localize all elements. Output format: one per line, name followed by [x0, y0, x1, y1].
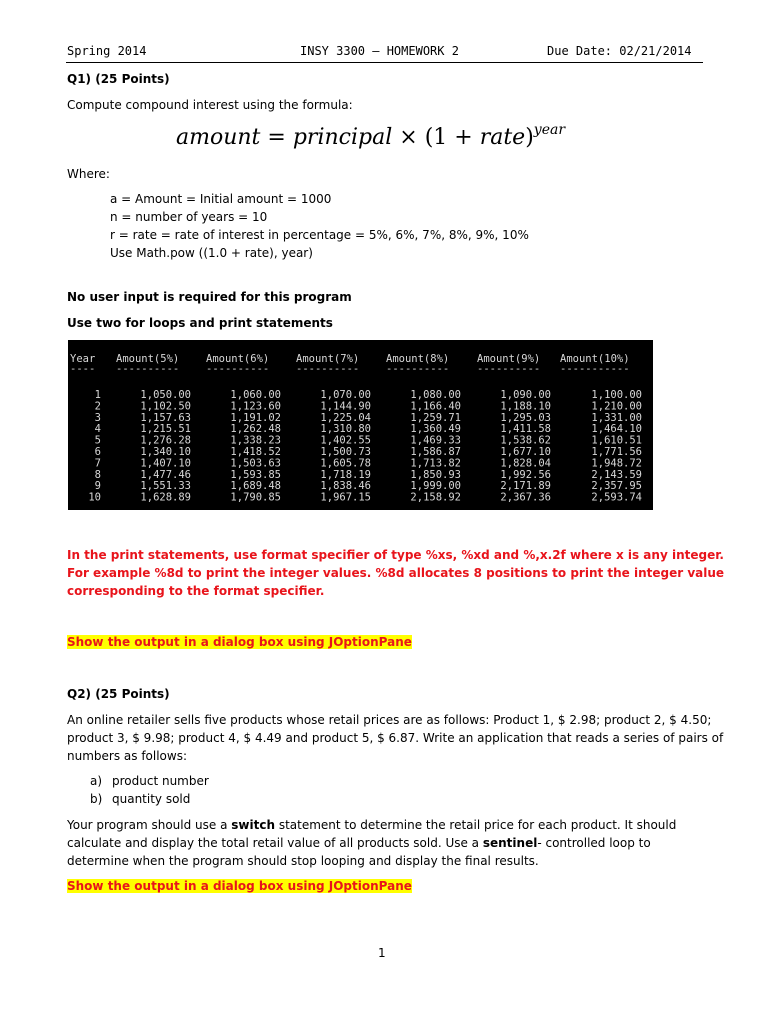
console-table-cell: 1,605.78	[320, 457, 371, 470]
console-table-cell: 1,262.48	[230, 423, 281, 436]
console-column-header: Amount(6%)	[206, 353, 270, 365]
console-table-cell: 1,166.40	[410, 400, 461, 413]
q2-description-text: - controlled loop to determine when the program should stop looping and display the final results.	[67, 836, 651, 868]
q1-intro: Compute compound interest using the formula:	[67, 98, 353, 112]
console-table-cell: 1,500.73	[320, 446, 371, 458]
console-header-underline: ----------	[206, 363, 270, 375]
console-table-cell: 1,771.56	[591, 446, 642, 458]
console-table-cell: 1,340.10	[140, 446, 191, 458]
console-table-cell: 8	[94, 468, 101, 481]
format-note-line: corresponding to the format specifier.	[67, 584, 325, 598]
console-column-header: Amount(10%)	[560, 353, 630, 365]
q1-title: Q1) (25 Points)	[67, 72, 170, 86]
console-table-cell: 1,538.62	[500, 434, 551, 447]
console-table-cell: 1,407.10	[140, 457, 191, 470]
console-table-cell: 1,418.52	[230, 446, 281, 458]
console-table-cell: 1,191.02	[230, 411, 281, 424]
console-table-cell: 1,464.10	[591, 423, 642, 436]
console-table-cell: 1,102.50	[140, 400, 191, 413]
console-table-cell: 1,402.55	[320, 434, 371, 447]
console-table-cell: 1,080.00	[410, 389, 461, 401]
q2-input-list	[90, 772, 209, 808]
console-column-header: Amount(7%)	[296, 353, 360, 365]
q1-dialog-note-row	[67, 633, 412, 651]
console-header-underline: ----------	[296, 363, 360, 375]
formula-equals: =	[267, 125, 286, 150]
console-table-cell: 1,070.00	[320, 389, 371, 401]
formula-principal: principal	[292, 125, 393, 150]
console-table-cell: 1,850.93	[410, 468, 461, 481]
where-item: Use Math.pow ((1.0 + rate), year)	[110, 246, 313, 260]
where-item: n = number of years = 10	[110, 210, 268, 224]
console-table-cell: 1,123.60	[230, 400, 281, 413]
formula-exponent: year	[533, 122, 566, 138]
console-column-header: Amount(9%)	[477, 353, 541, 365]
console-table-cell: 9	[94, 480, 101, 493]
header-due-date: Due Date: 02/21/2014	[547, 44, 692, 58]
console-table-cell: 1,331.00	[591, 411, 642, 424]
list-item	[90, 772, 209, 790]
list-marker: b)	[90, 792, 103, 806]
list-marker: a)	[90, 774, 103, 788]
where-item: r = rate = rate of interest in percentage = 5%, 6%, 7%, 8%, 9%, 10%	[110, 228, 529, 242]
q1-dialog-note: Show the output in a dialog box using JOptionPane	[67, 635, 412, 649]
console-table-cell: 2,143.59	[591, 468, 642, 481]
header-course-title: INSY 3300 – HOMEWORK 2	[300, 44, 459, 58]
console-table-cell: 6	[94, 446, 101, 458]
formula-open: (1 +	[424, 125, 480, 150]
formula-rate: rate	[479, 125, 526, 150]
q2-intro-line: product 3, $ 9.98; product 4, $ 4.49 and product 5, $ 6.87. Write an application that reads a series of pairs of	[67, 731, 724, 745]
where-item: a = Amount = Initial amount = 1000	[110, 192, 332, 206]
q2-intro-line: An online retailer sells five products whose retail prices are as follows: Product 1, $ 2.98; product 2, $ 4.50;	[67, 713, 712, 727]
console-table-cell: 1,295.03	[500, 411, 551, 424]
page-number: 1	[378, 946, 386, 960]
console-table-cell: 2	[94, 400, 101, 413]
q2-description-text: Your program should use a	[67, 818, 232, 832]
no-input-note: No user input is required for this program	[67, 290, 352, 304]
console-table-cell: 1,718.19	[320, 468, 371, 481]
console-table-cell: 10	[88, 491, 101, 504]
console-header-underline: ----------	[477, 363, 541, 375]
format-note-line: In the print statements, use format specifier of type %xs, %xd and %,x.2f where x is any integer.	[67, 548, 724, 562]
console-column-header: Amount(5%)	[116, 353, 180, 365]
console-table-cell: 2,171.89	[500, 480, 551, 493]
console-column-header: Amount(8%)	[386, 353, 450, 365]
console-table-cell: 2,593.74	[591, 491, 642, 504]
loops-note: Use two for loops and print statements	[67, 316, 333, 330]
q2-dialog-note-row	[67, 877, 412, 895]
keyword-switch: switch	[231, 818, 275, 832]
console-table-cell: 1	[94, 389, 101, 401]
console-table-cell: 1,503.63	[230, 457, 281, 470]
keyword-sentinel: sentinel	[482, 836, 538, 850]
console-table-cell: 1,477.46	[140, 468, 191, 481]
console-table-cell: 1,713.82	[410, 457, 461, 470]
console-table-cell: 1,838.46	[320, 480, 371, 493]
console-header-underline: ----------	[116, 363, 180, 375]
console-table-cell: 1,948.72	[591, 457, 642, 470]
console-table-cell: 1,967.15	[320, 491, 371, 504]
console-table-cell: 1,828.04	[500, 457, 551, 470]
console-table-cell: 5	[94, 434, 101, 447]
list-item-text: product number	[112, 774, 209, 788]
console-header-underline: -----------	[560, 363, 630, 375]
console-output	[68, 340, 653, 510]
console-table-cell: 1,677.10	[500, 446, 551, 458]
console-table-cell: 1,310.80	[320, 423, 371, 436]
q2-intro-line: numbers as follows:	[67, 749, 188, 763]
console-table-cell: 2,367.36	[500, 491, 551, 504]
q2-description	[67, 816, 707, 870]
console-table-cell: 1,210.00	[591, 400, 642, 413]
where-label: Where:	[67, 167, 110, 181]
q2-dialog-note: Show the output in a dialog box using JOptionPane	[67, 879, 412, 893]
console-table-cell: 1,060.00	[230, 389, 281, 401]
console-table-cell: 1,225.04	[320, 411, 371, 424]
console-table-cell: 4	[94, 423, 101, 436]
console-table-cell: 2,357.95	[591, 480, 642, 493]
console-table-cell: 1,790.85	[230, 491, 281, 504]
q2-description-text: statement to determine the retail price for each product. It should calculate and display the total retail value of all products sold. Use a	[67, 818, 677, 850]
compound-interest-formula	[176, 122, 565, 150]
console-table-cell: 1,215.51	[140, 423, 191, 436]
console-table-cell: 1,628.89	[140, 491, 191, 504]
console-table-cell: 1,259.71	[410, 411, 461, 424]
formula-amount: amount	[176, 125, 261, 150]
format-note-line: For example %8d to print the integer values. %8d allocates 8 positions to print the integer value	[67, 566, 725, 580]
console-table-cell: 1,360.49	[410, 423, 461, 436]
console-table-cell: 1,411.58	[500, 423, 551, 436]
console-table-cell: 1,188.10	[500, 400, 551, 413]
console-table-cell: 1,689.48	[230, 480, 281, 493]
formula-close: )	[525, 125, 534, 150]
console-column-header: Year	[70, 353, 96, 365]
console-header-underline: ----------	[386, 363, 450, 375]
console-table-cell: 1,586.87	[410, 446, 461, 458]
console-table-cell: 1,999.00	[410, 480, 461, 493]
console-table-cell: 1,144.90	[320, 400, 371, 413]
header-semester: Spring 2014	[67, 44, 147, 58]
console-table-cell: 1,551.33	[140, 480, 191, 493]
console-table-cell: 1,276.28	[140, 434, 191, 447]
console-table-cell: 2,158.92	[410, 491, 461, 504]
console-table-cell: 1,338.23	[230, 434, 281, 447]
console-header-underline: ----	[70, 363, 96, 375]
q2-title: Q2) (25 Points)	[67, 687, 170, 701]
console-output-table	[68, 340, 653, 510]
console-table-cell: 1,610.51	[591, 434, 642, 447]
list-item	[90, 790, 209, 808]
console-table-cell: 1,090.00	[500, 389, 551, 401]
header-rule	[66, 62, 703, 63]
console-table-cell: 1,050.00	[140, 389, 191, 401]
console-table-cell: 1,593.85	[230, 468, 281, 481]
console-table-cell: 1,157.63	[140, 411, 191, 424]
console-table-cell: 3	[94, 411, 101, 424]
where-list	[110, 190, 529, 262]
formula-times: ×	[399, 125, 418, 150]
console-table-cell: 1,469.33	[410, 434, 461, 447]
console-table-cell: 1,100.00	[591, 389, 642, 401]
list-item-text: quantity sold	[112, 792, 191, 806]
console-table-cell: 1,992.56	[500, 468, 551, 481]
console-table-cell: 7	[94, 457, 101, 470]
